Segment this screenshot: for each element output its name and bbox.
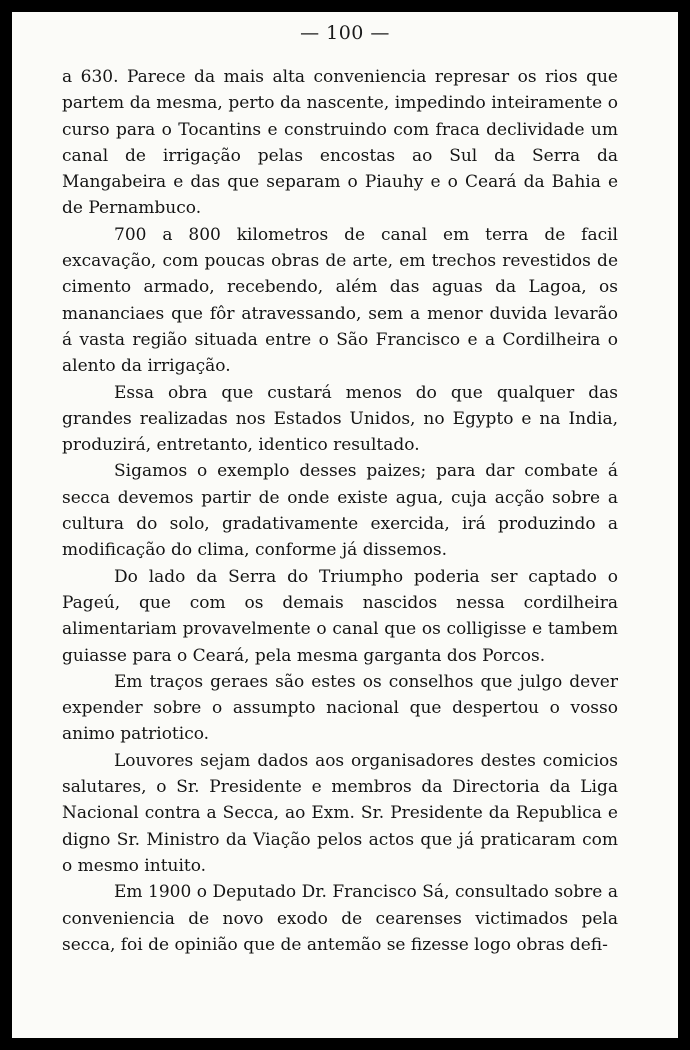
paragraph-1: a 630. Parece da mais alta conveniencia represar os rios que partem da mesma, perto da nascente, impedindo inteiramente o curso para o Tocantins e construindo com fraca declividade um canal de irrigação pelas encostas ao Sul da Serra da Mangabeira e das que separam o Piauhy e o Ceará da Bahia e de Pernambuco. xyxy=(62,67,618,219)
paragraph-4: Sigamos o exemplo desses paizes; para dar combate á secca devemos partir de onde existe agua, cuja acção sobre a cultura do solo, gradativamente exercida, irá produzindo a modificação do clima, conforme já dissemos. xyxy=(62,461,618,561)
document-page xyxy=(12,12,678,1038)
body-text xyxy=(62,64,618,958)
page-number: — 100 — xyxy=(300,22,390,44)
paragraph-6: Em traços geraes são estes os conselhos que julgo dever expender sobre o assumpto nacional que despertou o vosso animo patriotico. xyxy=(62,671,618,745)
paragraph-8: Em 1900 o Deputado Dr. Francisco Sá, consultado sobre a conveniencia de novo exodo de cearenses victimados pela secca, foi de opinião que de antemão se fizesse logo obras defi- xyxy=(62,882,618,955)
paragraph-2: 700 a 800 kilometros de canal em terra de facil excavação, com poucas obras de arte, em trechos revestidos de cimento armado, recebendo, além das aguas da Lagoa, os mananciaes que fôr atravessando, sem a menor duvida levarão á vasta região situada entre o São Francisco e a Cordilheira o alento da irrigação. xyxy=(62,224,618,377)
paragraph-5: Do lado da Serra do Triumpho poderia ser captado o Pageú, que com os demais nascidos nessa cordilheira alimentariam provavelmente o canal que os colligisse e tambem guiasse para o Ceará, pela mesma garganta dos Porcos. xyxy=(62,566,618,666)
paragraph-7: Louvores sejam dados aos organisadores destes comicios salutares, o Sr. Presidente e membros da Directoria da Liga Nacional contra a Secca, ao Exm. Sr. Presidente da Republica e digno Sr. Ministro da Viação pelos actos que já praticaram com o mesmo intuito. xyxy=(62,750,618,876)
paragraph-3: Essa obra que custará menos do que qualquer das grandes realizadas nos Estados Unidos, no Egypto e na India, produzirá, entretanto, identico resultado. xyxy=(62,382,618,456)
